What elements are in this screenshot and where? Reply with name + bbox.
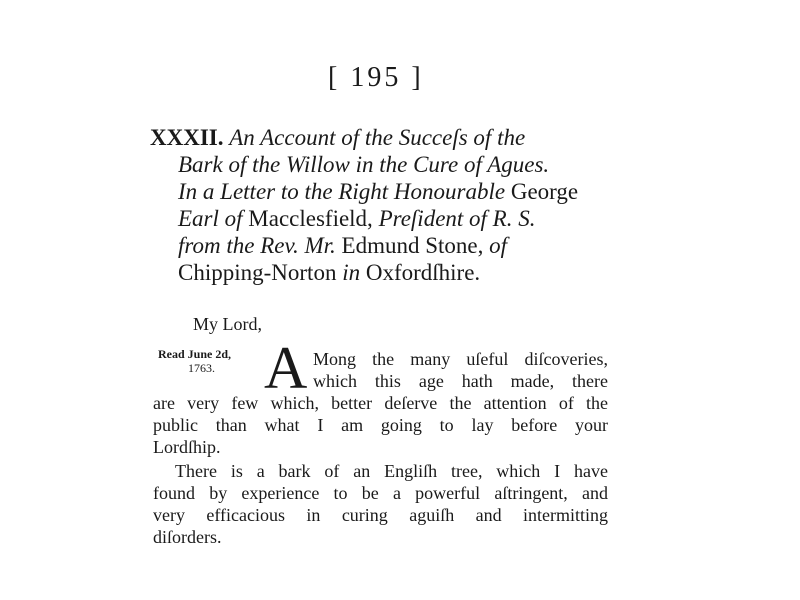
read-year-line: 1763. — [188, 361, 215, 375]
text-line: which this age hath made, there — [313, 371, 608, 391]
title-text: Edmund Stone, — [341, 233, 484, 258]
title-text: from the Rev. Mr. — [178, 233, 336, 258]
text-line: Mong the many uſeful diſcoveries, — [313, 349, 608, 369]
text-line: are very few which, better deſerve the attention of the — [153, 393, 608, 413]
text-line: found by experience to be a powerful aſtringent, and — [153, 483, 608, 503]
read-date-line: Read June 2d, — [158, 347, 232, 361]
paragraph-2 — [153, 460, 608, 548]
title-line-5 — [150, 232, 620, 259]
text-line: Lordſhip. — [153, 437, 221, 457]
article-number: XXXII. — [150, 125, 224, 150]
title-line-2 — [150, 151, 620, 178]
text-line: very efficacious in curing aguiſh and intermitting — [153, 505, 608, 525]
text-line: diſorders. — [153, 527, 222, 547]
title-line-4 — [150, 205, 620, 232]
paragraph-1 — [153, 348, 608, 458]
text-line: public than what I am going to lay before your — [153, 415, 608, 435]
title-text: In a Letter to the Right Honourable — [178, 179, 506, 204]
article-title — [150, 124, 620, 286]
title-text: in — [342, 260, 361, 285]
title-text: Macclesfield, — [248, 206, 373, 231]
text-line: There is a bark of an Engliſh tree, which I have — [175, 461, 608, 481]
title-text: of — [489, 233, 507, 258]
title-text: Chipping-Norton — [178, 260, 337, 285]
title-text: Earl of — [178, 206, 243, 231]
title-text: Oxfordſhire. — [365, 260, 481, 285]
title-text: Preſident of R. S. — [378, 206, 536, 231]
salutation: My Lord, — [193, 314, 262, 334]
title-line-1 — [150, 124, 620, 151]
page-number: [ 195 ] — [328, 62, 424, 93]
drop-cap: A — [264, 335, 308, 401]
title-text: George — [510, 179, 579, 204]
title-text: Bark of the Willow in the Cure of Agues. — [178, 152, 550, 177]
title-line-6 — [150, 259, 620, 286]
title-line-3 — [150, 178, 620, 205]
title-text: An Account of the Succeſs of the — [229, 125, 526, 150]
